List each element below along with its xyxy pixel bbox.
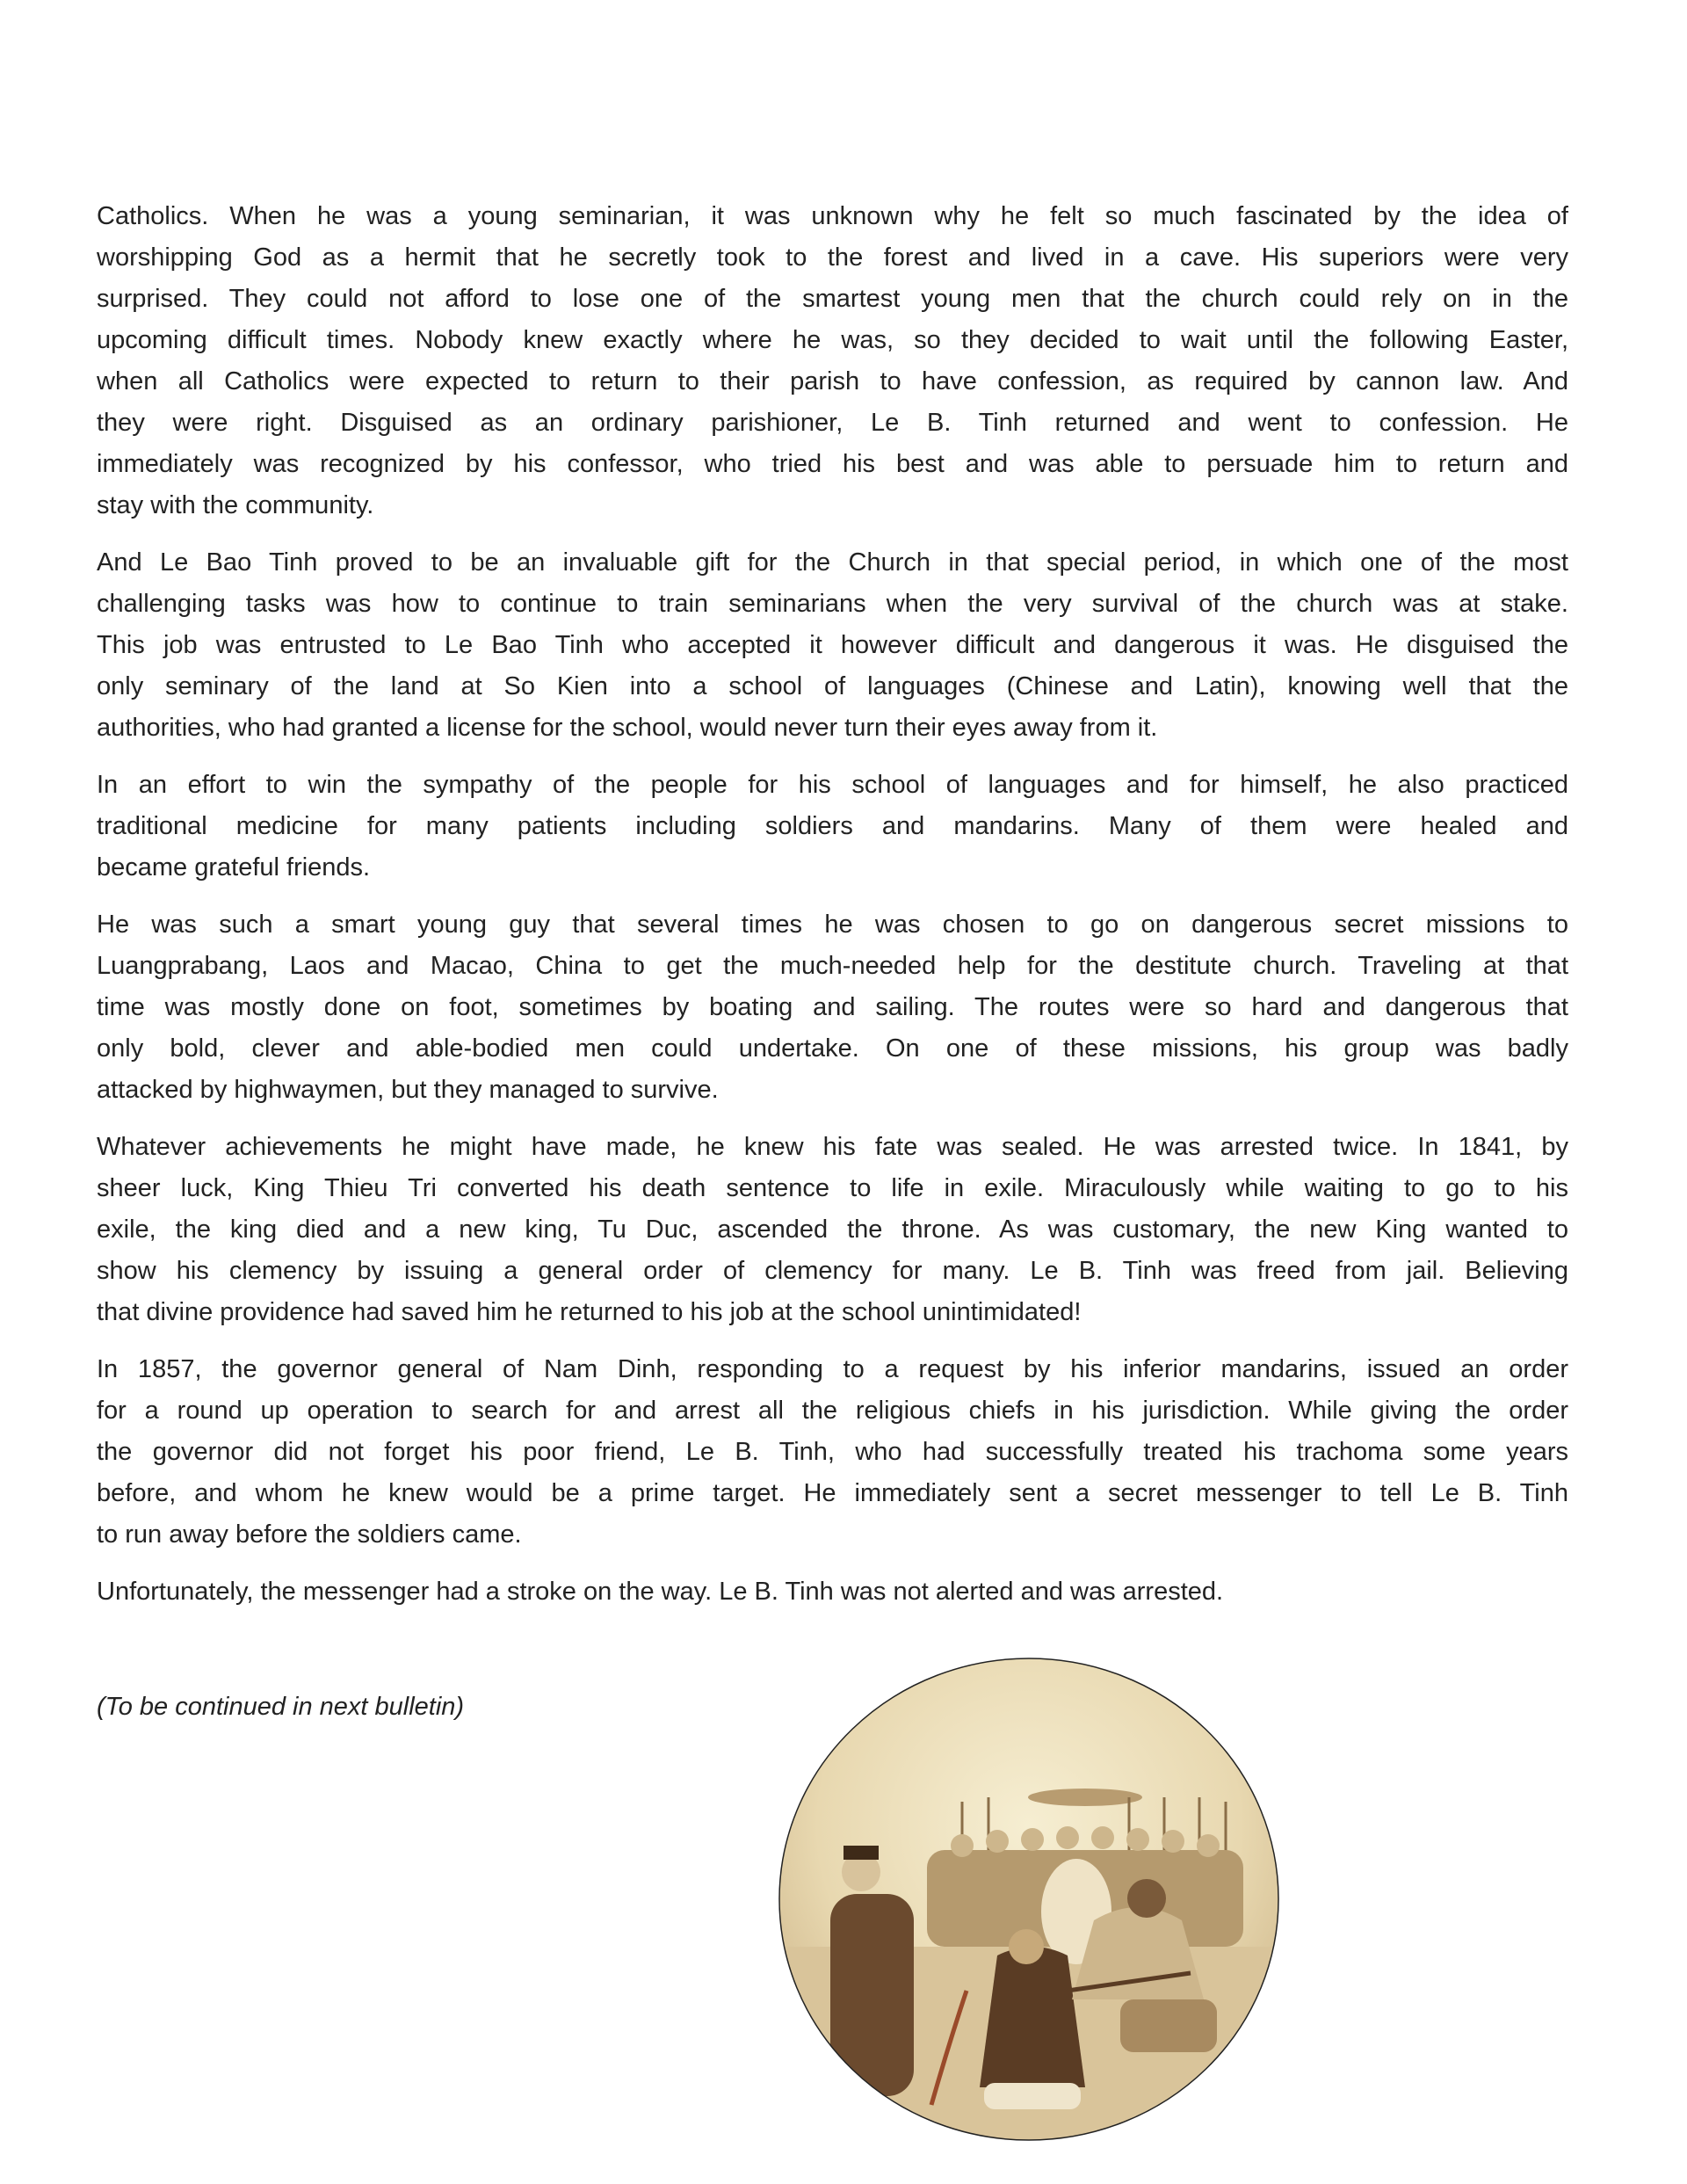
paragraph-line: In an effort to win the sympathy of the people for his school of languages and for himself, he also practiced	[97, 771, 1568, 799]
continued-note: (To be continued in next bulletin)	[97, 1693, 465, 1721]
paragraph-line: worshipping God as a hermit that he secretly took to the forest and lived in a cave. His superiors were very	[97, 243, 1568, 272]
paragraph-line: became grateful friends.	[97, 853, 371, 882]
paragraph-line: immediately was recognized by his confessor, who tried his best and was able to persuade him to return and	[97, 450, 1568, 478]
article-paragraph	[97, 542, 1568, 749]
paragraph-line: This job was entrusted to Le Bao Tinh who accepted it however difficult and dangerous it was. He disguised the	[97, 631, 1568, 659]
paragraph-line: Luangprabang, Laos and Macao, China to get the much-needed help for the destitute church. Traveling at that	[97, 952, 1568, 980]
article-paragraph	[97, 904, 1568, 1111]
sepia-engraving-image	[778, 1657, 1280, 2142]
article-body	[97, 196, 1568, 1629]
paragraph-line: that divine providence had saved him he returned to his job at the school unintimidated!	[97, 1298, 1082, 1326]
paragraph-line: only bold, clever and able-bodied men could undertake. On one of these missions, his group was badly	[97, 1034, 1568, 1063]
paragraph-line: challenging tasks was how to continue to train seminarians when the very survival of the church was at stake.	[97, 590, 1568, 618]
article-paragraph	[97, 1349, 1568, 1556]
paragraph-line: traditional medicine for many patients including soldiers and mandarins. Many of them were healed and	[97, 812, 1568, 840]
paragraph-line: to run away before the soldiers came.	[97, 1520, 522, 1549]
paragraph-line: they were right. Disguised as an ordinary parishioner, Le B. Tinh returned and went to confession. He	[97, 409, 1568, 437]
paragraph-line: He was such a smart young guy that several times he was chosen to go on dangerous secret missions to	[97, 911, 1568, 939]
paragraph-line: stay with the community.	[97, 491, 374, 519]
paragraph-line: surprised. They could not afford to lose one of the smartest young men that the church could rely on in the	[97, 285, 1568, 313]
paragraph-line: for a round up operation to search for and arrest all the religious chiefs in his jurisdiction. While giving the order	[97, 1397, 1568, 1425]
paragraph-line: Whatever achievements he might have made, he knew his fate was sealed. He was arrested twice. In 1841, by	[97, 1133, 1568, 1161]
article-paragraph	[97, 1571, 1568, 1613]
paragraph-line: the governor did not forget his poor friend, Le B. Tinh, who had successfully treated his trachoma some years	[97, 1438, 1568, 1466]
paragraph-line: show his clemency by issuing a general order of clemency for many. Le B. Tinh was freed from jail. Believing	[97, 1257, 1568, 1285]
paragraph-line: authorities, who had granted a license for the school, would never turn their eyes away from it.	[97, 714, 1158, 742]
arrest-illustration	[778, 1657, 1280, 2142]
article-paragraph	[97, 1127, 1568, 1333]
paragraph-line: before, and whom he knew would be a prime target. He immediately sent a secret messenger to tell Le B. Tinh	[97, 1479, 1568, 1507]
paragraph-line: time was mostly done on foot, sometimes by boating and sailing. The routes were so hard and dangerous that	[97, 993, 1568, 1021]
paragraph-line: Unfortunately, the messenger had a stroke on the way. Le B. Tinh was not alerted and was arrested.	[97, 1578, 1224, 1606]
paragraph-line: when all Catholics were expected to return to their parish to have confession, as required by cannon law. And	[97, 367, 1568, 395]
paragraph-line: attacked by highwaymen, but they managed to survive.	[97, 1076, 719, 1104]
paragraph-line: exile, the king died and a new king, Tu Duc, ascended the throne. As was customary, the new King wanted to	[97, 1215, 1568, 1244]
article-paragraph	[97, 196, 1568, 526]
article-paragraph	[97, 765, 1568, 889]
paragraph-line: sheer luck, King Thieu Tri converted his death sentence to life in exile. Miraculously while waiting to go to his	[97, 1174, 1568, 1202]
paragraph-line: In 1857, the governor general of Nam Dinh, responding to a request by his inferior mandarins, issued an order	[97, 1355, 1568, 1383]
paragraph-line: upcoming difficult times. Nobody knew exactly where he was, so they decided to wait until the following Easter,	[97, 326, 1568, 354]
paragraph-line: only seminary of the land at So Kien into a school of languages (Chinese and Latin), knowing well that the	[97, 672, 1568, 700]
paragraph-line: And Le Bao Tinh proved to be an invaluable gift for the Church in that special period, in which one of the most	[97, 548, 1568, 577]
paragraph-line: Catholics. When he was a young seminarian, it was unknown why he felt so much fascinated by the idea of	[97, 202, 1568, 230]
